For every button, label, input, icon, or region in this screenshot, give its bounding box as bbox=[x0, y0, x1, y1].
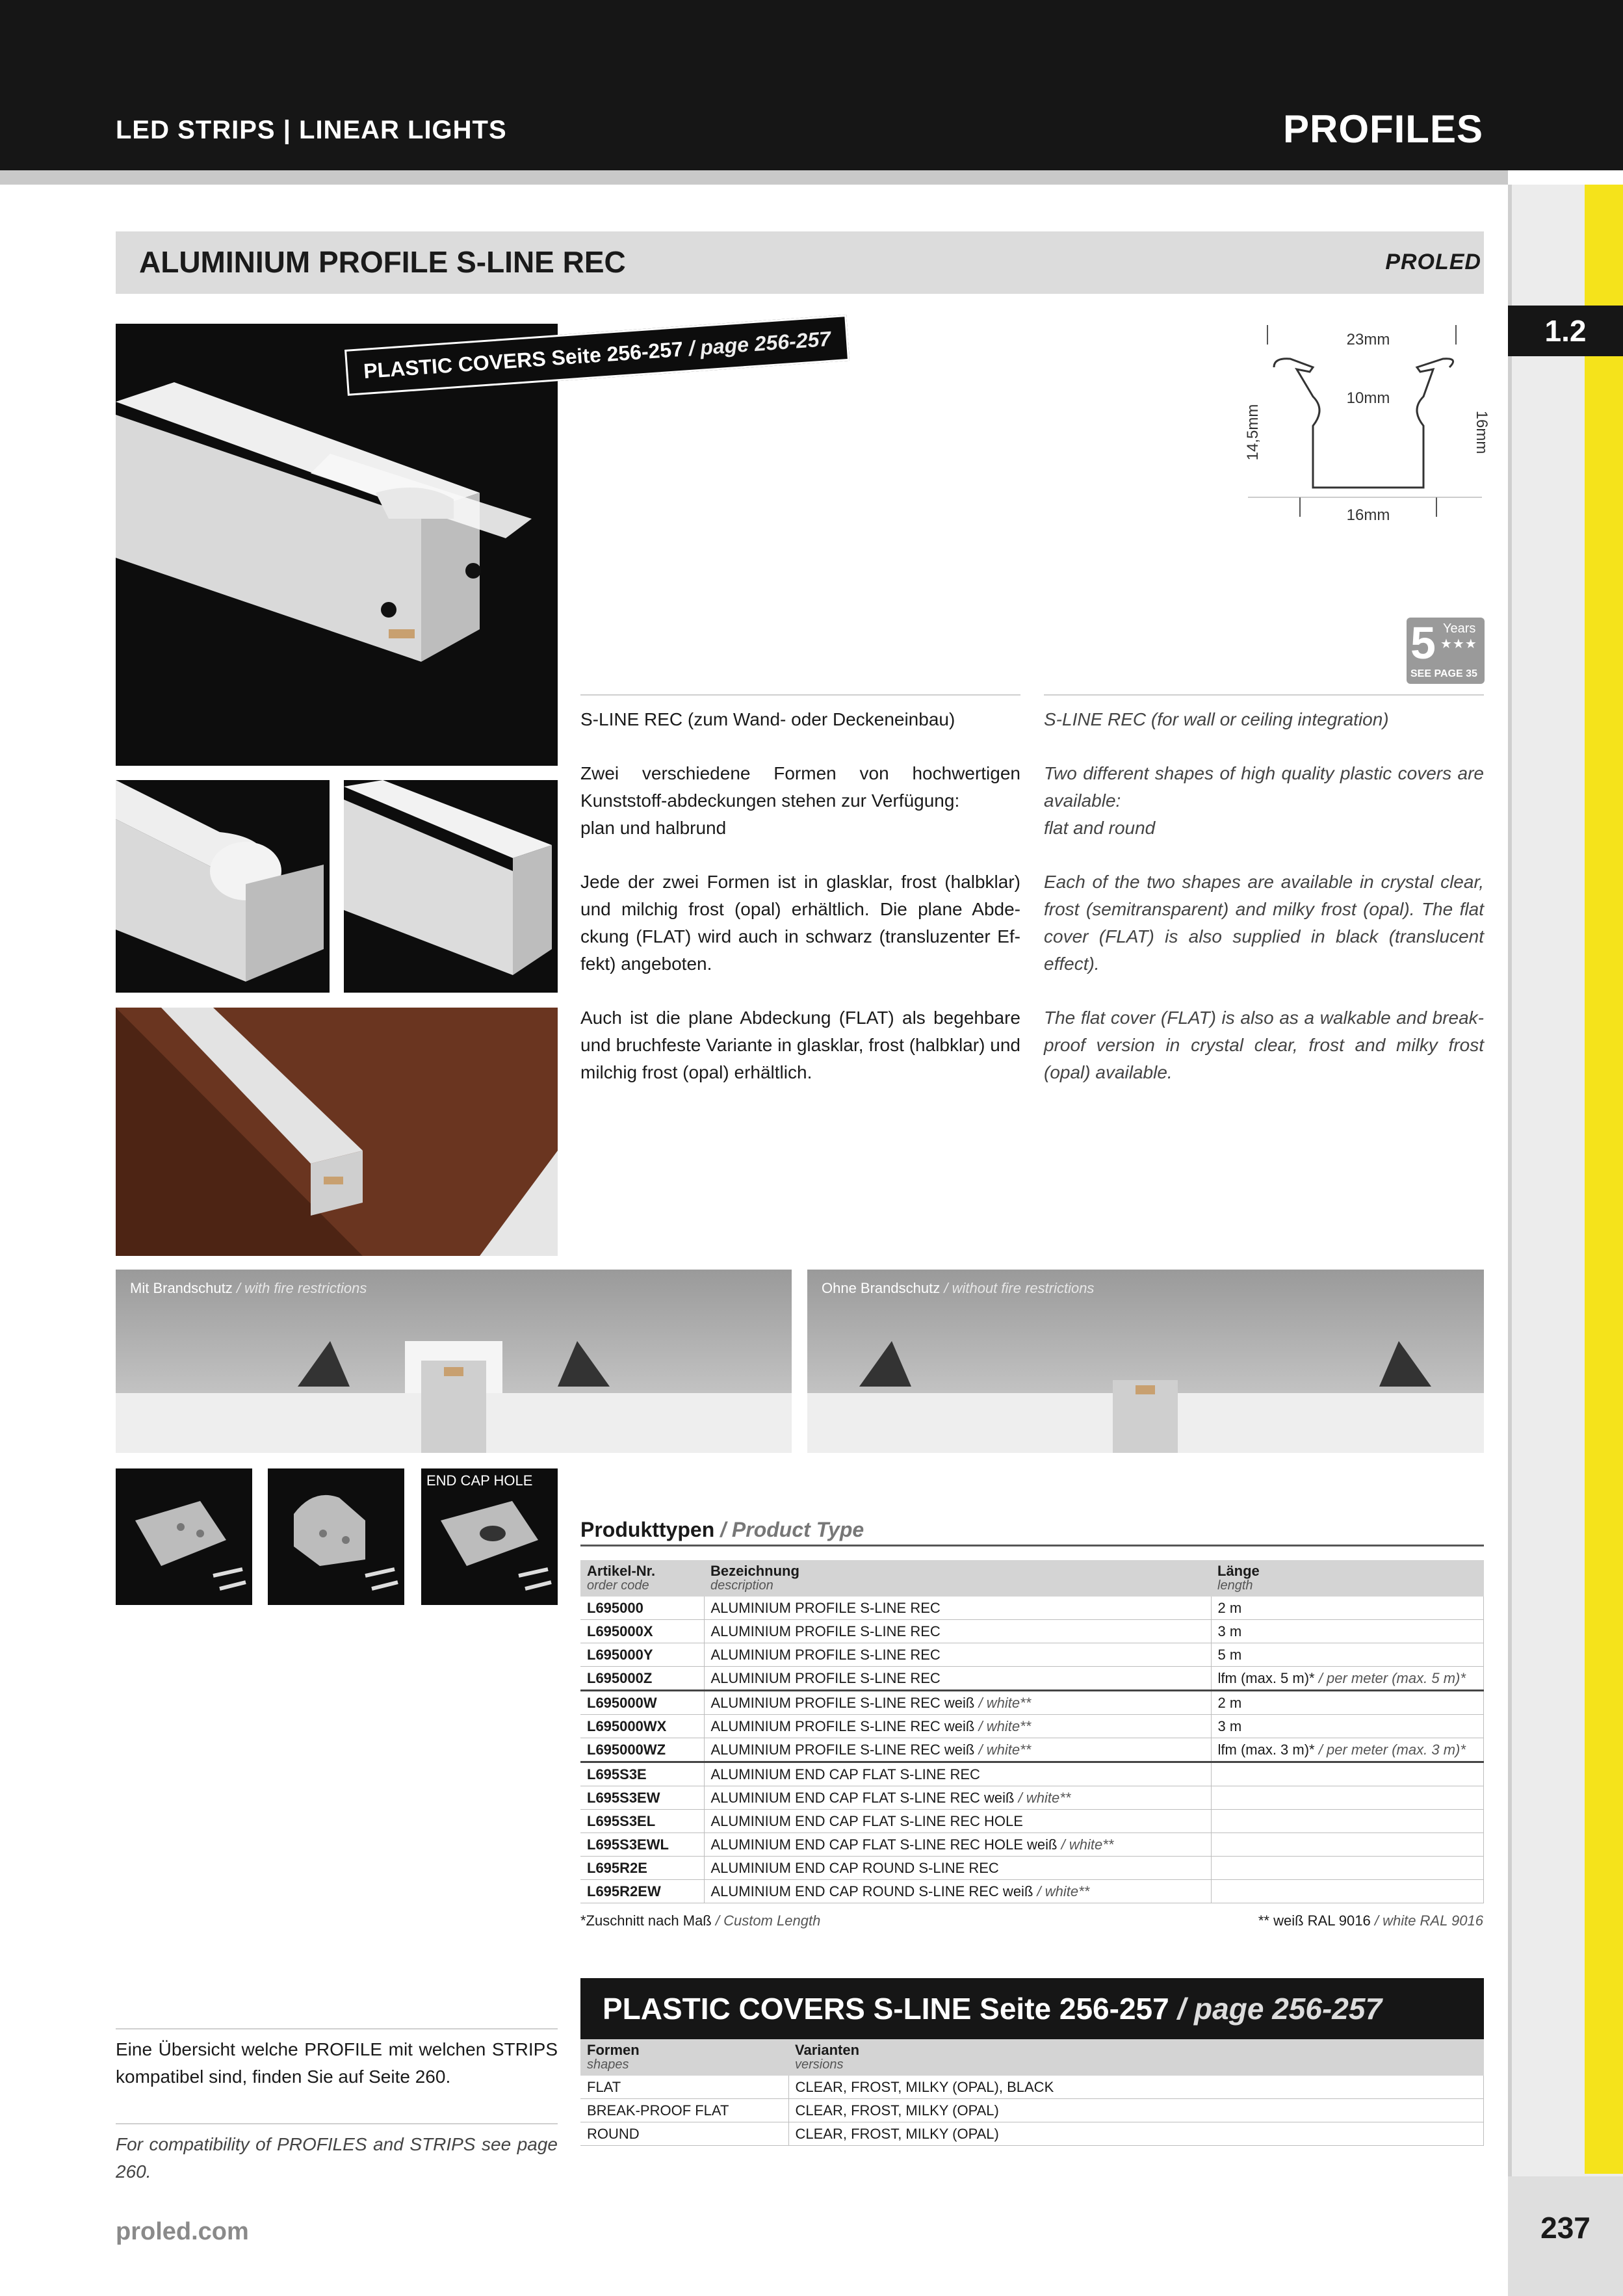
description-de: ALUMINIUM END CAP FLAT S-LINE REC HOLE weiß bbox=[710, 1836, 1058, 1853]
length-de: lfm (max. 3 m)* bbox=[1217, 1742, 1315, 1758]
fire-with-en: / with fire restrictions bbox=[236, 1280, 367, 1296]
end-cap-round-render bbox=[268, 1468, 404, 1605]
table-row bbox=[580, 1620, 1484, 1643]
dim-top: 23mm bbox=[1346, 331, 1390, 348]
table-row bbox=[580, 1857, 1484, 1880]
end-cap-hole-label: END CAP HOLE bbox=[426, 1472, 533, 1489]
length-de: 2 m bbox=[1217, 1695, 1242, 1711]
length-de: 3 m bbox=[1217, 1623, 1242, 1639]
description bbox=[704, 1810, 1211, 1833]
star-icon: ★★★ bbox=[1440, 637, 1477, 651]
length bbox=[1211, 1715, 1484, 1738]
custom-length-footnote-de: *Zuschnitt nach Maß bbox=[580, 1912, 712, 1929]
plastic-covers-heading-de: PLASTIC COVERS S-LINE Seite 256-257 bbox=[603, 1992, 1169, 2026]
flat-cover-render bbox=[344, 780, 558, 993]
brand-logo: PROLED bbox=[1385, 250, 1481, 274]
desc-en-intro: S-LINE REC (for wall or ceiling integration) bbox=[1044, 709, 1389, 729]
order-code: L695S3E bbox=[580, 1762, 704, 1786]
description-english bbox=[1044, 694, 1484, 1113]
end-cap-round-image bbox=[268, 1468, 404, 1605]
length bbox=[1211, 1597, 1484, 1620]
table-row bbox=[580, 2099, 1484, 2122]
description bbox=[704, 1643, 1211, 1667]
fire-restrictions-label bbox=[130, 1280, 367, 1297]
description-de: ALUMINIUM PROFILE S-LINE REC bbox=[710, 1600, 941, 1616]
end-cap-hole-image bbox=[421, 1468, 558, 1605]
length bbox=[1211, 1667, 1484, 1691]
table-row bbox=[580, 1667, 1484, 1691]
description-en: / white** bbox=[978, 1718, 1032, 1734]
description-de: ALUMINIUM END CAP ROUND S-LINE REC weiß bbox=[710, 1883, 1033, 1899]
description-en: / white** bbox=[978, 1742, 1032, 1758]
no-fire-restrictions-image bbox=[807, 1270, 1484, 1453]
table-row bbox=[580, 1643, 1484, 1667]
col-versions-en: versions bbox=[795, 2057, 844, 2072]
cover-versions: CLEAR, FROST, MILKY (OPAL) bbox=[788, 2122, 1484, 2146]
round-cover-image bbox=[116, 780, 330, 993]
description-en: / white** bbox=[1061, 1836, 1114, 1853]
col-description-en: description bbox=[710, 1578, 773, 1593]
white-ral-footnote-de: ** weiß RAL 9016 bbox=[1258, 1912, 1371, 1929]
cover-versions: CLEAR, FROST, MILKY (OPAL), BLACK bbox=[788, 2076, 1484, 2099]
order-code: L695S3EL bbox=[580, 1810, 704, 1833]
order-code: L695000 bbox=[580, 1597, 704, 1620]
order-code: L695000Y bbox=[580, 1643, 704, 1667]
col-length-de: Länge bbox=[1217, 1563, 1260, 1579]
description-de: ALUMINIUM PROFILE S-LINE REC bbox=[710, 1623, 941, 1639]
order-code: L695000Z bbox=[580, 1667, 704, 1691]
table-header-row bbox=[580, 1560, 1484, 1597]
compatibility-note-en: For compatibility of PROFILES and STRIPS see page 260. bbox=[116, 2123, 558, 2185]
order-code: L695000WZ bbox=[580, 1738, 704, 1762]
desc-en-variants: Each of the two shapes are available in crystal clear, frost (semitransparent) and milky frost (opal). The flat cover (FLAT) is also supplied in black (translucent effect). bbox=[1044, 872, 1484, 974]
length bbox=[1211, 1691, 1484, 1715]
desc-de-intro: S-LINE REC (zum Wand- oder Deckeneinbau) bbox=[580, 709, 955, 729]
table-row bbox=[580, 1880, 1484, 1903]
col-shapes-de: Formen bbox=[587, 2042, 640, 2058]
product-types-table bbox=[580, 1560, 1484, 1903]
desc-de-covers: Zwei verschiedene Formen von hochwertigen Kunststoff-abdeckungen stehen zur Verfügung: bbox=[580, 763, 1020, 811]
compatibility-note-de: Eine Übersicht welche PROFILE mit welchen STRIPS kompatibel sind, finden Sie auf Seite 260. bbox=[116, 2028, 558, 2091]
table-row bbox=[580, 1810, 1484, 1833]
right-margin-line bbox=[1508, 185, 1512, 2296]
chapter-tab-strip bbox=[1585, 185, 1623, 2174]
profile-render bbox=[116, 324, 558, 766]
main-product-image bbox=[116, 324, 558, 766]
dim-inner: 10mm bbox=[1346, 389, 1390, 407]
description-de: ALUMINIUM END CAP FLAT S-LINE REC bbox=[710, 1766, 980, 1782]
warranty-years: 5 bbox=[1410, 618, 1436, 668]
col-description bbox=[704, 1560, 1211, 1597]
fire-without-en: / without fire restrictions bbox=[944, 1280, 1095, 1296]
col-length-en: length bbox=[1217, 1578, 1253, 1593]
chapter-number: 1.2 bbox=[1508, 306, 1623, 356]
table-row bbox=[580, 1786, 1484, 1810]
table-row bbox=[580, 1833, 1484, 1857]
length bbox=[1211, 1643, 1484, 1667]
wood-installation-image bbox=[116, 1008, 558, 1256]
header-divider bbox=[0, 170, 1508, 185]
description bbox=[704, 1715, 1211, 1738]
length-en: / per meter (max. 5 m)* bbox=[1318, 1670, 1466, 1686]
white-ral-footnote-en: / white RAL 9016 bbox=[1374, 1912, 1483, 1929]
description-en: / white** bbox=[1037, 1883, 1090, 1899]
no-fire-restrictions-label bbox=[822, 1280, 1094, 1297]
length bbox=[1211, 1762, 1484, 1786]
cross-section-diagram bbox=[1235, 319, 1488, 533]
section-title: PROFILES bbox=[1282, 107, 1483, 151]
website-link[interactable]: proled.com bbox=[116, 2218, 249, 2245]
length bbox=[1211, 1738, 1484, 1762]
order-code: L695R2E bbox=[580, 1857, 704, 1880]
description-de: ALUMINIUM END CAP FLAT S-LINE REC HOLE bbox=[710, 1813, 1023, 1829]
dim-bottom: 16mm bbox=[1346, 506, 1390, 524]
cover-shape: FLAT bbox=[580, 2076, 788, 2099]
length bbox=[1211, 1880, 1484, 1903]
col-shapes bbox=[580, 2039, 788, 2076]
plastic-covers-tag-en: / page 256-257 bbox=[688, 326, 832, 361]
table-row bbox=[580, 2076, 1484, 2099]
col-order-code bbox=[580, 1560, 704, 1597]
col-description-de: Bezeichnung bbox=[710, 1563, 799, 1579]
category-title: LED STRIPS | LINEAR LIGHTS bbox=[116, 116, 507, 144]
order-code: L695S3EW bbox=[580, 1786, 704, 1810]
product-title: ALUMINIUM PROFILE S-LINE REC bbox=[139, 245, 626, 279]
col-length bbox=[1211, 1560, 1484, 1597]
cover-shape: BREAK-PROOF FLAT bbox=[580, 2099, 788, 2122]
flat-cover-image bbox=[344, 780, 558, 993]
fire-with-de: Mit Brandschutz bbox=[130, 1280, 233, 1296]
end-cap-flat-render bbox=[116, 1468, 252, 1605]
col-versions bbox=[788, 2039, 1484, 2076]
product-types-heading-de: Produkttypen bbox=[580, 1518, 715, 1541]
page-number: 237 bbox=[1540, 2211, 1591, 2245]
dim-right: 16mm bbox=[1473, 410, 1490, 454]
length-de: 5 m bbox=[1217, 1647, 1242, 1663]
desc-de-shapes: plan und halbrund bbox=[580, 818, 727, 838]
description bbox=[704, 1691, 1211, 1715]
col-order-code-de: Artikel-Nr. bbox=[587, 1563, 656, 1579]
round-cover-render bbox=[116, 780, 330, 993]
description-de: ALUMINIUM PROFILE S-LINE REC weiß bbox=[710, 1742, 975, 1758]
order-code: L695000X bbox=[580, 1620, 704, 1643]
table-row bbox=[580, 1762, 1484, 1786]
table-row bbox=[580, 2122, 1484, 2146]
length bbox=[1211, 1833, 1484, 1857]
order-code: L695R2EW bbox=[580, 1880, 704, 1903]
desc-en-shapes: flat and round bbox=[1044, 818, 1156, 838]
length-de: 3 m bbox=[1217, 1718, 1242, 1734]
wood-installation-render bbox=[116, 1008, 558, 1256]
description bbox=[704, 1620, 1211, 1643]
description-de: ALUMINIUM END CAP ROUND S-LINE REC bbox=[710, 1860, 999, 1876]
description bbox=[704, 1833, 1211, 1857]
col-versions-de: Varianten bbox=[795, 2042, 860, 2058]
description-en: / white** bbox=[1018, 1790, 1071, 1806]
no-fire-restrictions-render bbox=[807, 1270, 1484, 1453]
cover-versions: CLEAR, FROST, MILKY (OPAL) bbox=[788, 2099, 1484, 2122]
warranty-badge bbox=[1407, 618, 1485, 684]
product-types-heading-en: / Product Type bbox=[720, 1518, 864, 1541]
plastic-covers-heading[interactable] bbox=[580, 1978, 1484, 2039]
description bbox=[704, 1880, 1211, 1903]
warranty-label: Years bbox=[1443, 621, 1476, 636]
table-row bbox=[580, 1691, 1484, 1715]
length bbox=[1211, 1786, 1484, 1810]
fire-without-de: Ohne Brandschutz bbox=[822, 1280, 941, 1296]
order-code: L695000W bbox=[580, 1691, 704, 1715]
cover-shape: ROUND bbox=[580, 2122, 788, 2146]
desc-en-covers: Two different shapes of high quality plastic covers are available: bbox=[1044, 763, 1484, 811]
table-row bbox=[580, 1715, 1484, 1738]
description bbox=[704, 1857, 1211, 1880]
col-shapes-en: shapes bbox=[587, 2057, 629, 2072]
length-de: lfm (max. 5 m)* bbox=[1217, 1670, 1315, 1686]
description bbox=[704, 1667, 1211, 1691]
order-code: L695S3EWL bbox=[580, 1833, 704, 1857]
white-ral-footnote bbox=[1258, 1912, 1483, 1929]
description-de: ALUMINIUM PROFILE S-LINE REC weiß bbox=[710, 1718, 975, 1734]
plastic-covers-tag-de: PLASTIC COVERS Seite 256-257 bbox=[363, 337, 684, 383]
description-en: / white** bbox=[978, 1695, 1032, 1711]
col-order-code-en: order code bbox=[587, 1578, 649, 1593]
custom-length-footnote bbox=[580, 1912, 820, 1929]
plastic-covers-heading-en: / page 256-257 bbox=[1177, 1992, 1383, 2026]
length bbox=[1211, 1810, 1484, 1833]
order-code: L695000WX bbox=[580, 1715, 704, 1738]
description-de: ALUMINIUM PROFILE S-LINE REC bbox=[710, 1647, 941, 1663]
description bbox=[704, 1597, 1211, 1620]
end-cap-flat-image bbox=[116, 1468, 252, 1605]
custom-length-footnote-en: / Custom Length bbox=[715, 1912, 821, 1929]
description bbox=[704, 1786, 1211, 1810]
desc-en-breakproof: The flat cover (FLAT) is also as a walkable and break-proof version in crystal clear, frost and milky frost (opal) available. bbox=[1044, 1008, 1484, 1082]
description-de: ALUMINIUM PROFILE S-LINE REC bbox=[710, 1670, 941, 1686]
description-de: ALUMINIUM PROFILE S-LINE REC weiß bbox=[710, 1695, 975, 1711]
desc-de-breakproof: Auch ist die plane Abdeckung (FLAT) als begehbare und bruchfeste Variante in glasklar, frost (halbklar) und milchig frost (opal) erhältlich. bbox=[580, 1008, 1020, 1082]
desc-de-variants: Jede der zwei Formen ist in glasklar, frost (halbklar) und milchig frost (opal) erhältlich. Die plane Abde-ckung (FLAT) wird auch in schwarz (transluzenter Ef-fekt) angeboten. bbox=[580, 872, 1020, 974]
table-header-row bbox=[580, 2039, 1484, 2076]
plastic-covers-table bbox=[580, 2039, 1484, 2146]
length bbox=[1211, 1857, 1484, 1880]
fire-restrictions-image bbox=[116, 1270, 792, 1453]
length-de: 2 m bbox=[1217, 1600, 1242, 1616]
description-german bbox=[580, 694, 1020, 1113]
dim-left: 14,5mm bbox=[1244, 404, 1262, 461]
length bbox=[1211, 1620, 1484, 1643]
table-row bbox=[580, 1597, 1484, 1620]
table-row bbox=[580, 1738, 1484, 1762]
description bbox=[704, 1738, 1211, 1762]
warranty-see-page: SEE PAGE 35 bbox=[1410, 668, 1477, 679]
description bbox=[704, 1762, 1211, 1786]
description-de: ALUMINIUM END CAP FLAT S-LINE REC weiß bbox=[710, 1790, 1015, 1806]
length-en: / per meter (max. 3 m)* bbox=[1318, 1742, 1466, 1758]
product-types-heading bbox=[580, 1518, 1484, 1546]
fire-restrictions-render bbox=[116, 1270, 792, 1453]
